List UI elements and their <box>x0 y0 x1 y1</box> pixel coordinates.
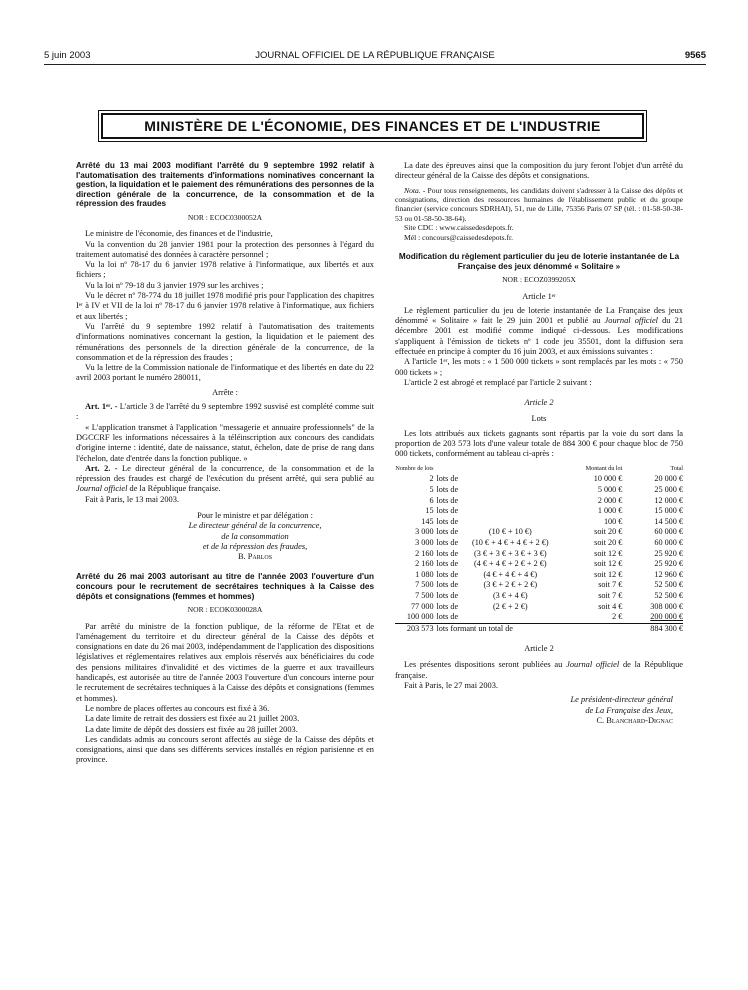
signing-date: Fait à Paris, le 27 mai 2003. <box>404 681 498 691</box>
header-page-number: 9565 <box>684 50 706 61</box>
signatory-name: B. Parlos <box>237 552 273 562</box>
lot-breakdown <box>469 485 552 496</box>
table-row <box>395 538 683 549</box>
header-date: 5 juin 2003 <box>44 50 91 61</box>
arrete-heading: Arrête : <box>212 387 238 397</box>
paragraph: Le nombre de places offertes au concours est fixé à 36. <box>85 703 270 713</box>
lot-label: lots de <box>436 485 459 494</box>
table-row <box>395 591 683 602</box>
table-row <box>395 474 683 485</box>
lot-label: lots de <box>436 548 459 558</box>
lot-count: 6 <box>429 495 434 505</box>
column-header-total: Total <box>670 465 683 473</box>
paragraph: Les présentes dispositions seront publiées au Journal officiel de la République française. <box>395 660 684 680</box>
lot-label: lots de <box>436 590 459 600</box>
table-row <box>395 548 683 559</box>
lot-total: 15 000 € <box>654 506 683 516</box>
lot-label: lots de <box>436 569 459 579</box>
paragraph: La date des épreuves ainsi que la composition du jury feront l'objet d'un arrêté du directeur général de la Caisse des dépôts et consignations. <box>395 161 683 181</box>
lot-breakdown <box>469 612 552 623</box>
nota-paragraph: Nota. - Pour tous renseignements, les candidats doivent s'adresser à la Caisse des dépôts et consignations, direction des ressources humaines de l'établissement public et du groupe financier (service concours SDRHAI), 51, rue de Lille, 75356 Paris 07 SP (tél. : 01-58-50-38-53 ou 01-58-50-38-64). <box>395 185 683 223</box>
lot-amount: 2 € <box>612 612 623 622</box>
paragraph: Le ministre de l'économie, des finances et de l'industrie, <box>85 229 273 239</box>
lot-amount: soit 20 € <box>594 537 623 547</box>
lot-breakdown: (4 € + 4 € + 4 €) <box>483 569 538 579</box>
lot-breakdown <box>469 495 552 506</box>
paragraph: L'article 2 est abrogé et remplacé par l'article 2 suivant : <box>404 377 592 387</box>
lot-count: 2 160 <box>415 548 434 558</box>
signature-line: Le président-directeur général <box>570 695 673 705</box>
lot-breakdown: (3 € + 4 €) <box>492 590 528 600</box>
table-row <box>395 580 683 591</box>
lot-total: 52 500 € <box>654 580 683 590</box>
lot-amount: 2 000 € <box>597 495 623 505</box>
lot-total: 200 000 € <box>650 612 683 622</box>
paragraph: Par arrêté du ministre de la fonction publique, de la réforme de l'Etat et de l'aménagement du territoire et du directeur général de la Caisse des dépôts et consignations en date du 26 mai 2003, indépendamment de l'application des dispositions législatives et réglementaires relatives aux emplois réservés aux bénéficiaires du code des pensions militaires d'invalidité et des victimes de la guerre et aux travailleurs handicapés, est autorisée au titre de l'année 2003 l'ouverture d'un concours interne pour le recrutement de secrétaires techniques à la Caisse des dépôts et consignations (femmes et hommes). <box>76 621 374 703</box>
article-heading: Article 2 <box>524 644 554 654</box>
decision-title: Modification du règlement particulier du jeu de loterie instantanée de La Française des jeux dénommé « Solitaire » <box>398 252 680 271</box>
lot-amount: 10 000 € <box>593 474 623 484</box>
table-row <box>395 506 683 517</box>
signature-line: et de la répression des fraudes, <box>202 541 308 551</box>
website-line: Site CDC : www.caissedesdepots.fr. <box>404 223 514 233</box>
lots-heading: Lots <box>531 414 547 424</box>
table-row <box>395 517 683 528</box>
lot-count: 3 000 <box>415 527 434 537</box>
lot-count: 3 000 <box>415 537 434 547</box>
lot-breakdown <box>469 474 552 485</box>
lot-label: lots de <box>436 516 459 526</box>
lot-amount: 1 000 € <box>597 506 623 516</box>
lot-amount: soit 7 € <box>598 590 623 600</box>
signing-date: Fait à Paris, le 13 mai 2003. <box>85 494 179 504</box>
decree-title: Arrêté du 13 mai 2003 modifiant l'arrêté du 9 septembre 1992 relatif à l'automatisation des traitements d'informations nominatives concernant la gestion, la liquidation et le paiement des rémunérations des personnes de la direction générale de la concurrence, de la consommation et de la répression des fraudes <box>76 161 374 209</box>
signature-line: de la consommation <box>221 531 289 541</box>
header-journal-title: JOURNAL OFFICIEL DE LA RÉPUBLIQUE FRANÇAISE <box>255 50 495 61</box>
lot-total: 308 000 € <box>650 601 683 611</box>
lot-breakdown: (3 € + 2 € + 2 €) <box>483 580 538 590</box>
table-row <box>395 495 683 506</box>
lot-breakdown: (4 € + 4 € + 2 € + 2 €) <box>474 559 547 569</box>
table-row <box>395 559 683 570</box>
paragraph: Vu la loi nº 79-18 du 3 janvier 1979 sur les archives ; <box>85 280 264 290</box>
lot-amount: soit 7 € <box>598 580 623 590</box>
lot-total: 25 920 € <box>654 559 683 569</box>
lot-amount: 100 € <box>603 516 623 526</box>
paragraph: Vu la lettre de la Commission nationale de l'informatique et des libertés en date du 22 avril 2003 portant le numéro 280011, <box>76 363 374 383</box>
table-row <box>395 612 683 623</box>
paragraph: Le règlement particulier du jeu de loterie instantanée de La Française des jeux dénommé « Solitaire » fait le 29 juin 2001 et publié au Journal officiel du 21 décembre 2001 est modifié comme indiqué ci-dessous. Les modifications s'appliquent à l'émission de tickets nº 1 code jeu 35501, dont la diffusion sera effectuée en principe à compter du 16 juin 2003, et aux émissions suivantes : <box>395 305 683 356</box>
lot-label: lots de <box>436 495 459 505</box>
lot-amount: soit 4 € <box>598 601 623 611</box>
right-column <box>395 161 683 726</box>
lot-count: 2 <box>429 474 434 484</box>
column-header-count: Nombre de lots <box>395 465 434 473</box>
lot-amount: soit 12 € <box>594 559 623 569</box>
email-line: Mél : concours@caissedesdepots.fr. <box>404 232 514 242</box>
signatory-name: C. Blanchard-Dignac <box>596 715 673 725</box>
lot-breakdown <box>469 517 552 528</box>
lots-table <box>395 464 683 635</box>
paragraph: A l'article 1ᵉʳ, les mots : « 1 500 000 tickets » sont remplacés par les mots : « 750 000 tickets » ; <box>395 357 683 377</box>
table-row <box>395 527 683 538</box>
lot-count: 2 160 <box>415 559 434 569</box>
article-heading: Article 1ᵉʳ <box>522 291 556 301</box>
article-label: Art. 1ᵉʳ. - <box>85 402 118 412</box>
article-paragraph: Art. 1ᵉʳ. - L'article 3 de l'arrêté du 9 septembre 1992 susvisé est complété comme suit : <box>76 402 374 422</box>
paragraph: La date limite de dépôt des dossiers est fixée au 28 juillet 2003. <box>85 724 298 734</box>
total-label: lots formant un total de <box>434 623 623 634</box>
lot-total: 20 000 € <box>654 474 683 484</box>
paragraph: Vu la convention du 28 janvier 1981 pour la protection des personnes à l'égard du traitement automatisé des données à caractère personnel ; <box>76 239 374 259</box>
lot-count: 77 000 <box>411 601 434 611</box>
paragraph: Les candidats admis au concours seront affectés au siège de la Caisse des dépôts et consignations, ainsi que dans ses différents services installés en région parisienne et en province. <box>76 734 374 765</box>
lot-total: 60 000 € <box>654 537 683 547</box>
article-label: Art. 2. - <box>85 463 118 473</box>
lot-total: 14 500 € <box>654 516 683 526</box>
column-header-amount: Montant du lot <box>585 465 623 473</box>
lot-total: 25 920 € <box>654 548 683 558</box>
total-count: 203 573 <box>395 623 434 634</box>
lot-label: lots de <box>436 474 459 484</box>
lot-count: 7 500 <box>415 590 434 600</box>
lot-count: 15 <box>425 506 434 516</box>
grand-total: 884 300 € <box>622 623 683 634</box>
paragraph: Vu le décret nº 78-774 du 18 juillet 1978 modifié pris pour l'application des chapitres Iᵉʳ à IV et VII de la loi nº 78-17 du 6 janvier 1978 relative à l'informatique, aux fichiers et aux libertés ; <box>76 291 374 321</box>
lot-label: lots de <box>436 537 459 547</box>
lot-label: lots de <box>436 527 459 537</box>
signature-line: de La Française des Jeux, <box>585 705 673 715</box>
table-total-row <box>395 623 683 634</box>
lot-total: 25 000 € <box>654 485 683 494</box>
lot-total: 12 960 € <box>654 569 683 579</box>
lot-label: lots de <box>436 601 459 611</box>
lot-label: lots de <box>436 612 459 622</box>
lot-amount: soit 12 € <box>594 569 623 579</box>
left-column <box>76 161 374 766</box>
signature-line: Pour le ministre et par délégation : <box>197 510 313 520</box>
lot-breakdown: (10 € + 4 € + 4 € + 2 €) <box>471 537 549 547</box>
lot-label: lots de <box>436 559 459 569</box>
paragraph: La date limite de retrait des dossiers est fixée au 21 juillet 2003. <box>85 714 300 724</box>
signature-line: Le directeur général de la concurrence, <box>188 521 322 531</box>
lot-count: 145 <box>421 516 434 526</box>
lot-label: lots de <box>436 506 459 516</box>
ministry-title: MINISTÈRE DE L'ÉCONOMIE, DES FINANCES ET DE L'INDUSTRIE <box>101 113 644 139</box>
lot-count: 1 080 <box>415 569 434 579</box>
lot-amount: soit 20 € <box>594 527 623 537</box>
lot-count: 5 <box>429 485 434 494</box>
lot-total: 60 000 € <box>654 527 683 537</box>
nor-reference: NOR : ECOC0300052A <box>187 212 263 222</box>
lot-breakdown <box>469 506 552 517</box>
lot-total: 12 000 € <box>654 495 683 505</box>
lot-label: lots de <box>436 580 459 590</box>
table-row <box>395 570 683 581</box>
paragraph: Vu la loi nº 78-17 du 6 janvier 1978 relative à l'informatique, aux libertés et aux fichiers ; <box>76 260 374 280</box>
lot-total: 52 500 € <box>654 590 683 600</box>
table-header-row <box>395 464 683 475</box>
paragraph: Les lots attribués aux tickets gagnants sont répartis par la voie du sort dans la proportion de 203 573 lots d'une valeur totale de 884 300 € pour chaque bloc de 750 000 tickets, conformément au tableau ci-après : <box>395 428 683 459</box>
lot-count: 100 000 <box>406 612 434 622</box>
table-row <box>395 601 683 612</box>
header-rule <box>44 64 706 65</box>
article-heading: Article 2 <box>524 398 554 408</box>
nor-reference: NOR : ECOK0300028A <box>187 605 263 615</box>
lot-breakdown: (3 € + 3 € + 3 € + 3 €) <box>474 548 547 558</box>
lot-count: 7 500 <box>415 580 434 590</box>
decree-title: Arrêté du 26 mai 2003 autorisant au titre de l'année 2003 l'ouverture d'un concours pour le recrutement de secrétaires techniques à la Caisse des dépôts et consignations (femmes et hommes) <box>76 572 374 601</box>
nor-reference: NOR : ECOZ0399205X <box>502 275 576 285</box>
lot-breakdown: (10 € + 10 €) <box>488 527 532 537</box>
quoted-paragraph: « L'application transmet à l'application "messagerie et annuaire professionnels" de la DGCCRF les informations nécessaires à la téléinscription aux concours des candidats d'origine interne : identité, date de naissance, statut, échelon, date de prise de rang dans l'échelon, date d'entrée dans la fonction publique. » <box>76 422 374 463</box>
lot-amount: soit 12 € <box>594 548 623 558</box>
paragraph: Vu l'arrêté du 9 septembre 1992 relatif à l'automatisation des traitements d'informations nominatives concernant la gestion, la liquidation et le paiement des rémunérations des personnels de la direction générale de la concurrence, de la consommation et de la répression des fraudes ; <box>76 321 374 362</box>
lot-amount: 5 000 € <box>597 485 623 494</box>
table-row <box>395 485 683 496</box>
article-paragraph: Art. 2. - Le directeur général de la concurrence, de la consommation et de la répression des fraudes est chargé de l'exécution du présent arrêté, qui sera publié au Journal officiel de la République française. <box>76 463 375 494</box>
lot-breakdown: (2 € + 2 €) <box>492 601 528 611</box>
